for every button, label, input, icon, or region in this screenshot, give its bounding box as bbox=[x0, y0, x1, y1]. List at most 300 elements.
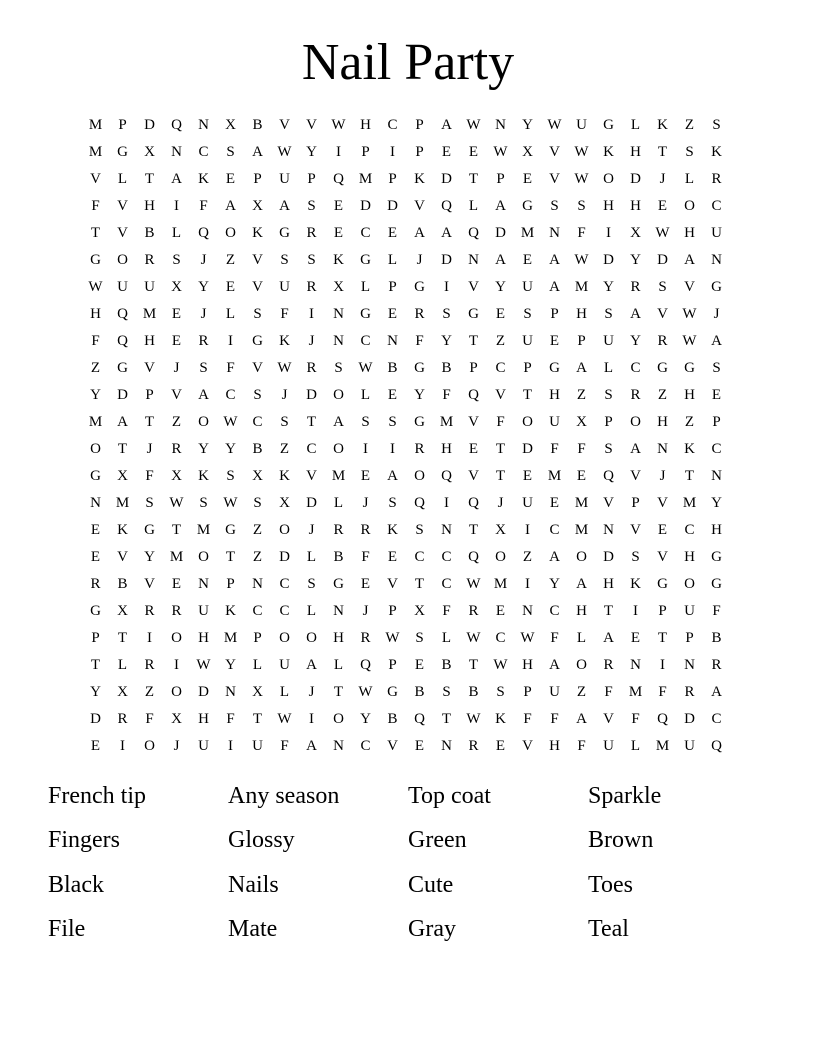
grid-letter: C bbox=[225, 387, 236, 403]
grid-letter: I bbox=[336, 144, 341, 160]
grid-letter: U bbox=[522, 333, 533, 349]
grid-letter: V bbox=[414, 198, 425, 214]
grid-letter: K bbox=[198, 468, 209, 484]
grid-letter: B bbox=[441, 657, 452, 673]
grid-letter: Q bbox=[441, 468, 452, 484]
grid-letter: R bbox=[171, 441, 182, 457]
grid-letter: O bbox=[495, 549, 506, 565]
grid-letter: G bbox=[387, 684, 398, 700]
grid-letter: U bbox=[576, 117, 587, 133]
grid-letter: F bbox=[91, 333, 100, 349]
grid-letter: X bbox=[279, 495, 290, 511]
grid-letter: M bbox=[574, 279, 589, 295]
grid-letter: H bbox=[198, 630, 209, 646]
grid-letter: Y bbox=[441, 333, 452, 349]
grid-letter: G bbox=[657, 576, 668, 592]
grid-letter: A bbox=[630, 306, 641, 322]
grid-letter: E bbox=[90, 549, 101, 565]
grid-letter: W bbox=[277, 144, 292, 160]
grid-letter: T bbox=[603, 603, 614, 619]
grid-letter: S bbox=[280, 414, 289, 430]
grid-letter: Z bbox=[252, 549, 263, 565]
grid-letter: P bbox=[604, 414, 613, 430]
grid-letter: H bbox=[684, 225, 695, 241]
grid-letter: T bbox=[522, 387, 533, 403]
grid-letter: A bbox=[225, 198, 236, 214]
grid-letter: O bbox=[198, 414, 209, 430]
grid-letter: L bbox=[306, 549, 317, 565]
grid-letter: D bbox=[684, 711, 695, 727]
grid-letter: A bbox=[306, 657, 317, 673]
grid-letter: S bbox=[604, 306, 613, 322]
grid-letter: J bbox=[497, 495, 504, 511]
grid-letter: I bbox=[606, 225, 611, 241]
grid-letter: G bbox=[468, 306, 479, 322]
grid-letter: K bbox=[333, 252, 344, 268]
grid-letter: K bbox=[279, 333, 290, 349]
grid-letter: I bbox=[525, 576, 530, 592]
grid-letter: G bbox=[603, 117, 614, 133]
grid-letter: O bbox=[684, 576, 695, 592]
grid-letter: U bbox=[252, 738, 263, 754]
grid-letter: K bbox=[414, 171, 425, 187]
grid-letter: R bbox=[684, 684, 695, 700]
grid-letter: Z bbox=[225, 252, 236, 268]
grid-letter: C bbox=[279, 603, 290, 619]
grid-letter: X bbox=[495, 522, 506, 538]
grid-letter: O bbox=[522, 414, 533, 430]
grid-letter: J bbox=[308, 333, 315, 349]
grid-letter: N bbox=[711, 468, 722, 484]
grid-letter: B bbox=[414, 684, 425, 700]
grid-letter: L bbox=[630, 117, 641, 133]
grid-letter: V bbox=[90, 171, 101, 187]
grid-letter: T bbox=[117, 630, 128, 646]
grid-letter: A bbox=[684, 252, 695, 268]
grid-letter: G bbox=[279, 225, 290, 241]
grid-letter: L bbox=[630, 738, 641, 754]
grid-letter: H bbox=[198, 711, 209, 727]
grid-letter: T bbox=[144, 414, 155, 430]
grid-letter: C bbox=[495, 360, 506, 376]
grid-letter: R bbox=[306, 279, 317, 295]
grid-letter: M bbox=[196, 522, 211, 538]
grid-letter: K bbox=[279, 468, 290, 484]
grid-letter: W bbox=[574, 252, 589, 268]
grid-letter: H bbox=[630, 144, 641, 160]
grid-letter: F bbox=[658, 684, 667, 700]
grid-letter: B bbox=[144, 225, 155, 241]
grid-letter: O bbox=[171, 684, 182, 700]
grid-letter: O bbox=[684, 198, 695, 214]
grid-letter: P bbox=[712, 414, 721, 430]
grid-letter: R bbox=[171, 603, 182, 619]
grid-letter: P bbox=[388, 603, 397, 619]
grid-letter: A bbox=[576, 711, 587, 727]
grid-letter: H bbox=[522, 657, 533, 673]
grid-letter: U bbox=[279, 657, 290, 673]
grid-letter: X bbox=[630, 225, 641, 241]
grid-letter: Z bbox=[279, 441, 290, 457]
page-title: Nail Party bbox=[301, 34, 515, 91]
grid-letter: B bbox=[387, 711, 398, 727]
grid-letter: W bbox=[520, 630, 535, 646]
grid-letter: E bbox=[522, 468, 533, 484]
grid-letter: L bbox=[333, 495, 344, 511]
grid-letter: X bbox=[225, 117, 236, 133]
grid-letter: F bbox=[550, 630, 559, 646]
grid-letter: F bbox=[631, 711, 640, 727]
word-list-item: Green bbox=[408, 827, 467, 854]
grid-letter: P bbox=[415, 117, 424, 133]
grid-letter: P bbox=[361, 144, 370, 160]
grid-letter: M bbox=[142, 306, 157, 322]
word-list-item: Fingers bbox=[48, 827, 120, 854]
grid-letter: E bbox=[549, 333, 560, 349]
grid-letter: I bbox=[174, 657, 179, 673]
grid-letter: C bbox=[630, 360, 641, 376]
grid-letter: H bbox=[360, 117, 371, 133]
grid-letter: I bbox=[309, 711, 314, 727]
grid-letter: S bbox=[658, 279, 667, 295]
grid-letter: L bbox=[279, 684, 290, 700]
grid-letter: Q bbox=[468, 549, 479, 565]
grid-letter: I bbox=[444, 495, 449, 511]
grid-letter: S bbox=[253, 495, 262, 511]
grid-letter: I bbox=[309, 306, 314, 322]
grid-letter: T bbox=[414, 576, 425, 592]
grid-letter: A bbox=[549, 252, 560, 268]
grid-letter: U bbox=[684, 738, 695, 754]
grid-letter: C bbox=[387, 117, 398, 133]
grid-letter: X bbox=[252, 468, 263, 484]
grid-letter: G bbox=[117, 144, 128, 160]
grid-letter: Y bbox=[603, 279, 614, 295]
grid-letter: F bbox=[523, 711, 532, 727]
grid-letter: V bbox=[117, 225, 128, 241]
grid-letter: C bbox=[306, 441, 317, 457]
grid-letter: C bbox=[711, 711, 722, 727]
grid-letter: P bbox=[577, 333, 586, 349]
grid-letter: W bbox=[466, 576, 481, 592]
grid-letter: P bbox=[388, 657, 397, 673]
grid-letter: Y bbox=[549, 576, 560, 592]
grid-letter: R bbox=[414, 306, 425, 322]
grid-letter: N bbox=[468, 252, 479, 268]
grid-letter: N bbox=[198, 117, 209, 133]
grid-letter: R bbox=[144, 603, 155, 619]
grid-letter: N bbox=[252, 576, 263, 592]
grid-letter: Q bbox=[414, 495, 425, 511]
grid-letter: O bbox=[279, 630, 290, 646]
grid-letter: A bbox=[387, 468, 398, 484]
grid-letter: O bbox=[333, 387, 344, 403]
grid-letter: S bbox=[577, 198, 586, 214]
grid-letter: S bbox=[388, 414, 397, 430]
grid-letter: W bbox=[547, 117, 562, 133]
grid-letter: U bbox=[198, 738, 209, 754]
grid-letter: R bbox=[468, 738, 479, 754]
grid-letter: V bbox=[144, 360, 155, 376]
grid-letter: N bbox=[387, 333, 398, 349]
grid-letter: T bbox=[684, 468, 695, 484]
grid-letter: I bbox=[363, 441, 368, 457]
grid-letter: G bbox=[414, 414, 425, 430]
grid-letter: V bbox=[117, 198, 128, 214]
grid-letter: A bbox=[306, 738, 317, 754]
grid-letter: I bbox=[228, 738, 233, 754]
grid-letter: S bbox=[631, 549, 640, 565]
grid-letter: E bbox=[522, 171, 533, 187]
grid-letter: R bbox=[414, 441, 425, 457]
grid-letter: P bbox=[496, 171, 505, 187]
grid-letter: G bbox=[117, 360, 128, 376]
grid-letter: A bbox=[333, 414, 344, 430]
grid-letter: D bbox=[657, 252, 668, 268]
grid-letter: X bbox=[171, 711, 182, 727]
grid-letter: B bbox=[387, 360, 398, 376]
grid-letter: C bbox=[414, 549, 425, 565]
grid-letter: N bbox=[441, 738, 452, 754]
grid-letter: Z bbox=[171, 414, 182, 430]
grid-letter: T bbox=[441, 711, 452, 727]
grid-letter: V bbox=[387, 738, 398, 754]
grid-letter: E bbox=[576, 468, 587, 484]
grid-letter: K bbox=[711, 144, 722, 160]
grid-letter: E bbox=[171, 333, 182, 349]
grid-letter: V bbox=[657, 495, 668, 511]
grid-letter: K bbox=[495, 711, 506, 727]
grid-letter: W bbox=[574, 144, 589, 160]
grid-letter: S bbox=[442, 684, 451, 700]
grid-letter: D bbox=[144, 117, 155, 133]
grid-letter: U bbox=[279, 279, 290, 295]
grid-letter: J bbox=[308, 684, 315, 700]
grid-letter: H bbox=[441, 441, 452, 457]
grid-letter: X bbox=[171, 468, 182, 484]
grid-letter: F bbox=[577, 738, 586, 754]
grid-letter: Y bbox=[414, 387, 425, 403]
grid-letter: V bbox=[117, 549, 128, 565]
grid-letter: L bbox=[117, 657, 128, 673]
grid-letter: R bbox=[360, 522, 371, 538]
grid-letter: P bbox=[631, 495, 640, 511]
grid-letter: V bbox=[387, 576, 398, 592]
grid-letter: N bbox=[549, 225, 560, 241]
grid-letter: C bbox=[549, 603, 560, 619]
grid-letter: I bbox=[120, 738, 125, 754]
grid-letter: W bbox=[655, 225, 670, 241]
grid-letter: W bbox=[682, 333, 697, 349]
grid-letter: E bbox=[90, 738, 101, 754]
grid-letter: I bbox=[444, 279, 449, 295]
grid-letter: V bbox=[468, 414, 479, 430]
grid-letter: I bbox=[390, 441, 395, 457]
grid-letter: E bbox=[387, 225, 398, 241]
grid-letter: H bbox=[576, 603, 587, 619]
grid-letter: S bbox=[334, 360, 343, 376]
grid-letter: R bbox=[306, 360, 317, 376]
grid-letter: T bbox=[468, 522, 479, 538]
grid-letter: O bbox=[603, 171, 614, 187]
grid-letter: G bbox=[549, 360, 560, 376]
grid-letter: Z bbox=[90, 360, 101, 376]
grid-letter: N bbox=[495, 117, 506, 133]
grid-letter: D bbox=[441, 252, 452, 268]
grid-letter: P bbox=[253, 630, 262, 646]
grid-letter: T bbox=[252, 711, 263, 727]
grid-letter: M bbox=[547, 468, 562, 484]
grid-letter: R bbox=[657, 333, 668, 349]
word-list-item: Teal bbox=[588, 915, 629, 942]
grid-letter: F bbox=[442, 387, 451, 403]
grid-letter: N bbox=[333, 333, 344, 349]
grid-letter: L bbox=[171, 225, 182, 241]
grid-letter: S bbox=[307, 198, 316, 214]
grid-letter: K bbox=[657, 117, 668, 133]
grid-letter: O bbox=[90, 441, 101, 457]
grid-letter: R bbox=[144, 252, 155, 268]
grid-letter: M bbox=[169, 549, 184, 565]
grid-letter: A bbox=[549, 279, 560, 295]
grid-letter: E bbox=[522, 252, 533, 268]
grid-letter: C bbox=[198, 144, 209, 160]
grid-letter: X bbox=[117, 603, 128, 619]
grid-letter: E bbox=[171, 576, 182, 592]
grid-letter: S bbox=[604, 387, 613, 403]
grid-letter: D bbox=[117, 387, 128, 403]
grid-letter: I bbox=[660, 657, 665, 673]
grid-letter: S bbox=[712, 117, 721, 133]
grid-letter: H bbox=[549, 387, 560, 403]
grid-letter: F bbox=[226, 360, 235, 376]
grid-letter: K bbox=[225, 603, 236, 619]
grid-letter: T bbox=[468, 657, 479, 673]
grid-letter: H bbox=[144, 333, 155, 349]
grid-letter: L bbox=[603, 360, 614, 376]
grid-letter: G bbox=[711, 279, 722, 295]
grid-letter: E bbox=[414, 738, 425, 754]
grid-letter: V bbox=[603, 711, 614, 727]
grid-letter: A bbox=[117, 414, 128, 430]
grid-letter: E bbox=[387, 549, 398, 565]
grid-letter: A bbox=[252, 144, 263, 160]
grid-letter: H bbox=[144, 198, 155, 214]
grid-letter: M bbox=[520, 225, 535, 241]
grid-letter: V bbox=[522, 738, 533, 754]
grid-letter: Y bbox=[198, 441, 209, 457]
grid-letter: G bbox=[90, 468, 101, 484]
grid-letter: E bbox=[495, 306, 506, 322]
grid-letter: X bbox=[576, 414, 587, 430]
grid-letter: F bbox=[91, 198, 100, 214]
grid-letter: W bbox=[88, 279, 103, 295]
grid-letter: M bbox=[628, 684, 643, 700]
grid-letter: V bbox=[495, 387, 506, 403]
grid-letter: K bbox=[252, 225, 263, 241]
grid-letter: P bbox=[91, 630, 100, 646]
grid-letter: Q bbox=[198, 225, 209, 241]
grid-letter: J bbox=[173, 360, 180, 376]
grid-letter: W bbox=[277, 360, 292, 376]
grid-letter: Y bbox=[711, 495, 722, 511]
grid-letter: T bbox=[468, 171, 479, 187]
grid-letter: F bbox=[361, 549, 370, 565]
grid-letter: G bbox=[360, 252, 371, 268]
grid-letter: M bbox=[88, 414, 103, 430]
grid-letter: F bbox=[280, 306, 289, 322]
grid-letter: P bbox=[307, 171, 316, 187]
grid-letter: P bbox=[145, 387, 154, 403]
grid-letter: N bbox=[171, 144, 182, 160]
grid-letter: A bbox=[711, 333, 722, 349]
grid-letter: H bbox=[576, 306, 587, 322]
grid-letter: K bbox=[630, 576, 641, 592]
grid-letter: L bbox=[468, 198, 479, 214]
grid-letter: O bbox=[576, 549, 587, 565]
grid-letter: G bbox=[522, 198, 533, 214]
grid-letter: P bbox=[253, 171, 262, 187]
grid-letter: C bbox=[360, 225, 371, 241]
grid-letter: Q bbox=[414, 711, 425, 727]
grid-letter: J bbox=[362, 603, 369, 619]
grid-letter: F bbox=[442, 603, 451, 619]
grid-letter: W bbox=[466, 711, 481, 727]
grid-letter: H bbox=[630, 198, 641, 214]
word-list-item: File bbox=[48, 915, 86, 942]
grid-letter: K bbox=[387, 522, 398, 538]
grid-letter: S bbox=[685, 144, 694, 160]
grid-letter: V bbox=[306, 117, 317, 133]
word-list-item: Any season bbox=[228, 783, 340, 809]
grid-letter: Y bbox=[522, 117, 533, 133]
grid-letter: M bbox=[88, 117, 103, 133]
grid-letter: P bbox=[118, 117, 127, 133]
grid-letter: X bbox=[171, 279, 182, 295]
grid-letter: E bbox=[387, 306, 398, 322]
grid-letter: V bbox=[252, 360, 263, 376]
grid-letter: A bbox=[198, 387, 209, 403]
grid-letter: D bbox=[441, 171, 452, 187]
grid-letter: S bbox=[253, 306, 262, 322]
grid-letter: V bbox=[252, 279, 263, 295]
grid-letter: L bbox=[333, 657, 344, 673]
grid-letter: F bbox=[145, 468, 154, 484]
grid-letter: R bbox=[711, 657, 722, 673]
grid-letter: Y bbox=[630, 333, 641, 349]
grid-letter: D bbox=[90, 711, 101, 727]
letter-grid bbox=[82, 112, 730, 760]
grid-letter: V bbox=[549, 144, 560, 160]
word-list-item: Cute bbox=[408, 871, 454, 898]
grid-letter: I bbox=[390, 144, 395, 160]
grid-letter: F bbox=[496, 414, 505, 430]
grid-letter: B bbox=[468, 684, 479, 700]
grid-letter: T bbox=[117, 441, 128, 457]
grid-letter: J bbox=[659, 171, 666, 187]
grid-letter: C bbox=[549, 522, 560, 538]
grid-letter: R bbox=[117, 711, 128, 727]
grid-letter: D bbox=[522, 441, 533, 457]
grid-letter: B bbox=[333, 549, 344, 565]
grid-letter: Y bbox=[306, 144, 317, 160]
grid-letter: N bbox=[333, 306, 344, 322]
grid-letter: A bbox=[549, 549, 560, 565]
grid-letter: C bbox=[252, 414, 263, 430]
grid-letter: A bbox=[576, 360, 587, 376]
grid-letter: Z bbox=[495, 333, 506, 349]
grid-letter: N bbox=[603, 522, 614, 538]
